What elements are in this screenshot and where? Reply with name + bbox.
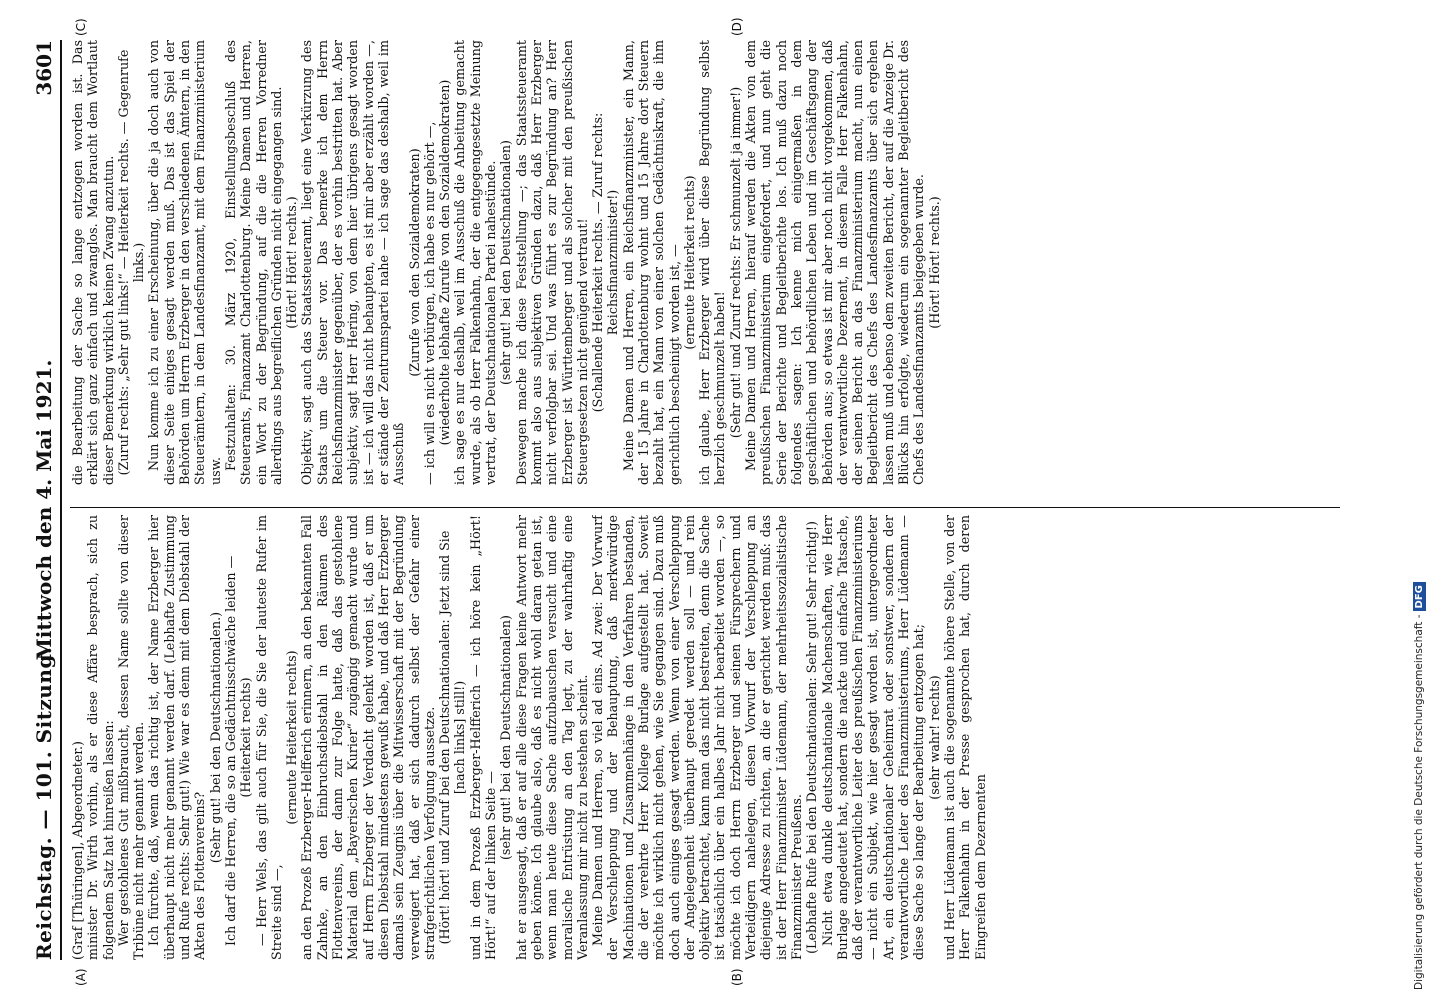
margin-marker-c: (C) (74, 18, 88, 36)
paragraph: (Zuruf rechts: „Sehr gut links!“ — Heiterkeit rechts. — Gegenrufe links.) (115, 49, 147, 476)
header-date: Mittwoch den 4. Mai 1921. (32, 359, 56, 661)
paragraph: an den Prozeß Erzberger-Helfferich erinnern, an den bekannten Fall Zahnke, an den Einbruchsdiebstahl in den Räumen des Flottenvereins, der dann zur Folge hatte, daß das gestohlene Material dem „Bayerischen Kurier“ zugängig gemacht wurde und auf Herrn Erzberger der Verdacht gelenkt worden ist, daß er um diesen Diebstahl mindestens gewußt habe, und daß Herr Erzberger damals sein Zeugnis über die Mitwisserschaft mit der Begründung verweigert hat, daß er sich dadurch selbst der Gefahr einer strafgerichtlichen Verfolgung aussetze. (299, 515, 437, 960)
paragraph: — ich will es nicht verbürgen, ich habe es nur gehört —, (421, 121, 437, 485)
paragraph: (Sehr gut! und Zuruf rechts: Er schmunzelt ja immer!) (727, 86, 743, 439)
header-session: Reichstag. — 101. Sitzung. (32, 646, 56, 960)
paragraph: — Herr Wels, das gilt auch für Sie, die Sie der lauteste Rufer im Streite sind —, (253, 515, 284, 960)
digitization-credit (1408, 10, 1430, 990)
right-column (70, 40, 1340, 485)
paragraph: (erneute Heiterkeit rechts) (284, 650, 300, 825)
header-date-page (32, 40, 56, 660)
paragraph: Nicht etwa dunkle deutschnationale Machenschaften, wie Herr Burlage angedeutet hat, sondern die nackte und einfache Tatsache, daß der verantwortliche Leiter des preußischen Finanzministeriums — nicht ein Subjekt, wie hier gesagt worden ist, untergeordneter Art, ein deutschnationaler Geheimrat oder sonstwer, sondern der verantwortliche Leiter des Finanzministeriums, Herr Lüdemann — diese Sache so lange der Bearbeitung entzogen hat; (819, 515, 927, 960)
paragraph: (Zurufe von den Sozialdemokraten) (406, 148, 422, 377)
paragraph: (Hört! hört! und Zuruf bei den Deutschnationalen: Jetzt sind Sie [nach links] still!) (437, 530, 468, 945)
paragraph: Ich fürchte, daß, wenn das richtig ist, der Name Erzberger hier überhaupt nicht mehr genannt werden darf. (Lebhafte Zustimmung und Rufe rechts: Sehr gut!) Wie war es denn mit dem Diebstahl der Akten des Flottenvereins? (146, 515, 208, 960)
paragraph: Objektiv, sagt auch das Staatssteueramt, liegt eine Verkürzung des Staats um die Steuer vor. Das bemerke ich dem Herrn Reichsfinanzminister gegenüber, der es vorhin bestritten hat. Aber subjektiv, sagt Herr Hering, von dem hier übrigens gesagt worden ist — ich will das nicht behaupten, es ist mir aber erzählt worden —, er stände der Zentrumspartei nahe — ich sage das deshalb, weil im Ausschuß (299, 40, 407, 485)
paragraph: (wiederholte lebhafte Zurufe von den Sozialdemokraten) (437, 79, 453, 446)
paragraph: Ich darf die Herren, die so an Gedächtnisschwäche leiden — (222, 555, 238, 946)
paragraph: und Herr Lüdemann ist auch die sogenannte höhere Stelle, von der Herr Falkenhahn in der Presse gesprochen hat, durch deren Eingreifen dem Dezernenten (941, 515, 988, 960)
paragraph: hat er ausgesagt, daß er auf alle diese Fragen keine Antwort mehr geben könne. Ich glaube also, daß es nicht wohl daran getan ist, wenn man heute diese Sache aufzubauschen versucht und eine moralische Entrüstung an den Tag legt, zu der wahrhaftig eine Veranlassung mir nicht zu bestehen scheint. (513, 515, 590, 960)
page-number: 3601 (32, 40, 56, 96)
page-header (20, 40, 62, 960)
margin-marker-b: (B) (730, 968, 744, 986)
paragraph: Meine Damen und Herren, so viel ad eins. Ad zwei: Der Vorwurf der Verschleppung und der Behauptung, daß merkwürdige Machinationen und Zusammenhänge in den Verfahren bestanden, die der verehrte Herr Kollege Burlage aufgestellt hat. Soweit möchte ich wirklich nicht gehen, wie Sie gegangen sind. Dazu muß doch auch einiges gesagt werden. Wenn von einer Verschleppung der Angelegenheit überhaupt geredet werden soll — und rein objektiv betrachtet, kann man das nicht bestreiten, denn die Sache ist tatsächlich über ein halbes Jahr nicht bearbeitet worden —, so möchte ich doch Herrn Erzberger und seinen Fürsprechern und Verteidigern nahelegen, diesen Vorwurf der Verschleppung an diejenige Adresse zu richten, an die er gerichtet werden muß: das ist der Herr Finanzminister Lüdemann, der mehrheitssozialistische Finanzminister Preußens. (590, 515, 804, 960)
paragraph: (sehr gut! bei den Deutschnationalen) (498, 140, 514, 386)
paragraph: die Bearbeitung der Sache so lange entzogen worden ist. Das erklärt sich ganz einfach und zwanglos. Man braucht dem Wortlaut dieser Bemerkung wirklich keinen Zwang anzutun. (70, 40, 116, 485)
paragraph: (erneute Heiterkeit rechts) (681, 175, 697, 350)
paragraph: (sehr wahr! rechts) (926, 675, 942, 800)
paragraph: Nun komme ich zu einer Erscheinung, über die ja doch auch von dieser Seite einiges gesagt werden muß. Das ist das Spiel der Behörden um Herrn Erzberger in den verschiedenen Ämtern, in den Steuerämtern, in dem Landesfinanzamt, mit dem Finanzministerium usw. (146, 40, 223, 485)
paragraph: minister Dr. Wirth vorhin, als er diese Affäre besprach, sich zu folgendem Satz hat hinreißen lassen: (85, 515, 116, 960)
rotated-document (10, 0, 1360, 1000)
paragraph: ich sage es nur deshalb, weil im Ausschuß die Anbeitung gemacht wurde, als ob Herr Falkenhahn, der die entgegengesetzte Meinung vertrat, der Deutschnationalen Partei nahestünde. (452, 40, 499, 485)
column-divider (70, 507, 1340, 508)
paragraph: (Schallende Heiterkeit rechts. — Zuruf rechts: Reichsfinanzminister!) (590, 112, 621, 413)
paragraph: (Hört! Hört! rechts.) (284, 196, 300, 329)
paragraph: (Heiterkeit rechts) (238, 677, 254, 798)
paragraph: Festzuhalten: 30. März 1920, Einstellungsbeschluß des Steueramts, Finanzamt Charlottenburg. Meine Damen und Herren, ein Wort zu der Begründung, auf die die Herren Vorredner allerdings aus begreiflichen Gründen nicht eingegangen sind. (222, 40, 284, 485)
credit-text: Digitalisierung gefördert durch die Deutsche Forschungsgemeinschaft - (1413, 614, 1425, 990)
paragraph: (Hört! Hört! rechts.) (926, 196, 942, 329)
paragraph: und in dem Prozeß Erzberger-Helfferich — ich höre kein „Hört! Hört!“ auf der linken Seite — (467, 515, 499, 960)
paragraph: Deswegen mache ich diese Feststellung —; das Staatssteueramt kommt also aus subjektiven Gründen dazu, daß Herr Erzberger nicht verfolgbar sei. Und was führt es zur Begründung an? Herr Erzberger ist Württemberger und als solcher mit den preußischen Steuergesetzen nicht genügend vertraut! (513, 40, 590, 485)
paragraph: (Lebhafte Rufe bei den Deutschnationalen: Sehr gut! Sehr richtig!) (804, 521, 820, 954)
left-column (70, 515, 1340, 960)
margin-marker-a: (A) (74, 968, 88, 986)
margin-marker-d: (D) (730, 17, 744, 36)
paragraph: (Sehr gut! bei den Deutschnationalen.) (207, 611, 223, 864)
paragraph: (sehr gut! bei den Deutschnationalen) (498, 615, 514, 861)
paragraph: Meine Damen und Herren, ein Reichsfinanzminister, ein Mann, der 15 Jahre in Charlottenburg wohnt und 15 Jahre dort Steuern bezahlt hat, ein Mann von einer solchen Gedächtniskraft, die ihm gerichtlich bescheinigt worden ist, — (620, 40, 682, 485)
paragraph: (Graf [Thüringen], Abgeordneter.) (70, 741, 85, 960)
paragraph: Wer gestohlenes Gut mißbraucht, dessen Name sollte von dieser Tribüne nicht mehr genannt werden. (115, 515, 147, 960)
dfg-logo: DFG (1413, 582, 1426, 611)
paragraph: Meine Damen und Herren, hierauf werden die Akten von dem preußischen Finanzministerium eingefordert, und nun geht die Serie der Berichte und Begleitberichte los. Ich muß dazu noch folgendes sagen: Ich kenne mich einigermaßen in dem geschäftlichen und behördlichen Leben und im Geschäftsgang der Behörden aus; so etwas ist mir aber noch nicht vorgekommen, daß der verantwortliche Dezernent, in diesem Falle Herr Falkenhahn, der seinen Bericht an das Finanzministerium macht, nun einen Begleitbericht des Chefs des Landesfinanzamts über sich ergehen lassen muß und ebenso dem zweiten Bericht, der auf die Anzeige Dr. Blücks hin erfolgte, wiederum ein sogenannter Begleitbericht des Chefs des Landesfinanzamts beigegeben wurde. (743, 40, 927, 485)
paragraph: ich glaube, Herr Erzberger wird über diese Begründung selbst herzlich geschmunzelt haben! (697, 40, 728, 485)
